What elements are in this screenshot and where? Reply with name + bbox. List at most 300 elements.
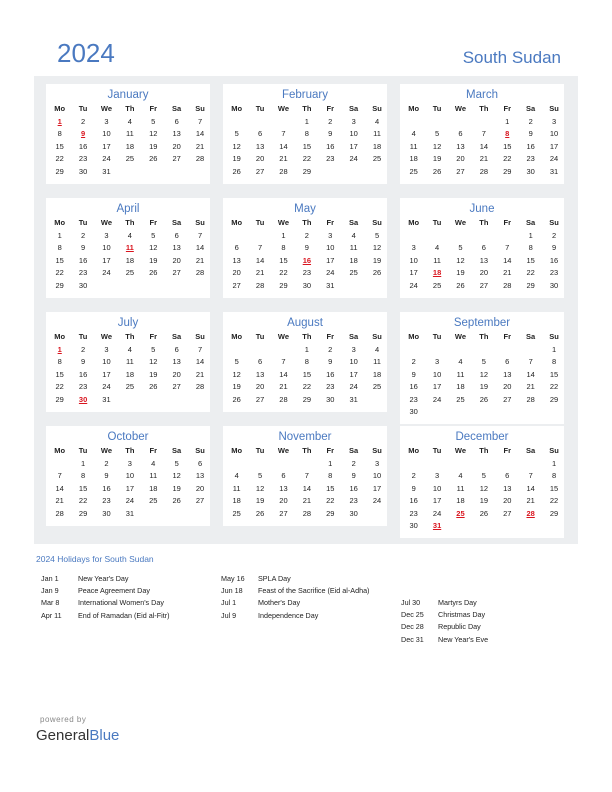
day-cell: 14 (55, 483, 64, 493)
day-cell: 6 (197, 458, 203, 468)
holiday-date: Jan 9 (41, 586, 59, 596)
day-cell: 22 (78, 496, 88, 505)
day-cell: 19 (149, 369, 158, 379)
day-cell: 8 (304, 129, 309, 138)
day-cell: 22 (549, 382, 559, 391)
weekday-label: Su (195, 446, 205, 455)
day-cell: 15 (55, 369, 64, 379)
day-cell: 26 (149, 154, 158, 163)
day-cell: 11 (373, 357, 381, 366)
day-cell: 25 (432, 280, 442, 290)
day-cell: 7 (505, 243, 510, 252)
day-cell: 16 (78, 141, 88, 151)
day-cell: 20 (172, 369, 181, 379)
day-cell: 1 (328, 458, 333, 468)
day-cell: 26 (172, 496, 181, 505)
holiday-column (41, 573, 169, 622)
holiday-item (41, 597, 169, 609)
holiday-item (401, 597, 488, 609)
day-cell: 27 (503, 508, 512, 518)
weekday-label: Mo (408, 446, 420, 455)
day-cell: 16 (326, 369, 335, 379)
day-cell: 22 (302, 382, 312, 391)
day-cell: 29 (526, 280, 535, 290)
empty-cell (402, 116, 425, 129)
day-cell: 3 (127, 458, 132, 468)
day-cell: 4 (374, 116, 380, 126)
weekday-label: Mo (54, 446, 66, 455)
day-cell: 1 (304, 116, 309, 126)
day-cell: 5 (151, 230, 156, 240)
holiday-date: Jul 30 (401, 598, 421, 607)
day-cell: 27 (279, 508, 288, 518)
day-cell: 1 (57, 230, 62, 240)
powered-by-text: powered by (40, 715, 87, 724)
day-cell: 30 (409, 407, 418, 416)
day-cell: 27 (232, 280, 241, 290)
day-cell: 4 (458, 357, 463, 366)
empty-cell (272, 116, 295, 129)
day-cell: 21 (279, 154, 288, 163)
day-cell: 31 (326, 280, 335, 290)
day-cell: 8 (528, 243, 533, 252)
day-cell: 3 (411, 243, 416, 252)
day-cell: 30 (409, 521, 418, 530)
day-cell: 28 (279, 166, 288, 176)
day-cell: 31 (102, 394, 111, 404)
day-cell: 25 (372, 154, 382, 163)
day-cell: 31 (102, 166, 111, 176)
day-cell: 15 (549, 483, 559, 493)
weekday-label: We (277, 104, 290, 113)
day-cell: 23 (326, 154, 335, 163)
weekday-label: Th (125, 332, 135, 341)
day-cell: 27 (195, 496, 205, 505)
day-cell: 15 (526, 255, 535, 265)
day-cell: 5 (435, 129, 440, 138)
day-cell: 4 (127, 230, 132, 240)
weekday-label: We (277, 446, 290, 455)
day-cell: 23 (409, 508, 418, 518)
day-cell: 28 (503, 280, 512, 290)
weekday-label: We (100, 218, 113, 227)
day-cell: 19 (479, 382, 489, 391)
holiday-item (41, 573, 169, 585)
day-cell: 29 (503, 166, 512, 176)
day-cell: 26 (456, 280, 465, 290)
day-cell: 1 (528, 230, 533, 240)
day-cell: 16 (78, 369, 88, 379)
day-cell: 25 (456, 394, 465, 404)
day-cell: 25 (125, 154, 135, 163)
day-cell: 20 (232, 268, 241, 277)
day-cell: 15 (503, 141, 512, 151)
empty-cell (272, 344, 295, 357)
day-cell: 6 (258, 129, 263, 138)
weekday-label: We (454, 446, 467, 455)
weekday-label: Sa (526, 332, 536, 341)
day-cell: 25 (372, 382, 382, 391)
month-august (223, 312, 387, 412)
weekday-label: Sa (172, 446, 182, 455)
day-cell: 24 (409, 280, 418, 290)
holiday-day-cell: 8 (505, 129, 510, 138)
weekday-label: Th (302, 218, 312, 227)
day-cell: 3 (435, 471, 440, 480)
day-cell: 10 (432, 483, 442, 493)
weekday-label: Fr (503, 218, 511, 227)
day-cell: 31 (125, 508, 135, 518)
weekday-label: Mo (231, 332, 243, 341)
day-cell: 2 (304, 230, 309, 240)
holiday-name: End of Ramadan (Eid al-Fitr) (78, 610, 170, 620)
day-cell: 28 (195, 154, 205, 163)
day-cell: 17 (372, 483, 382, 493)
day-cell: 4 (127, 344, 132, 354)
day-cell: 24 (102, 382, 111, 391)
day-cell: 13 (456, 141, 465, 151)
day-cell: 15 (78, 483, 88, 493)
day-cell: 28 (195, 268, 205, 277)
day-cell: 6 (174, 344, 179, 354)
day-cell: 3 (374, 458, 380, 468)
day-cell: 30 (302, 280, 312, 290)
day-cell: 18 (409, 154, 418, 163)
holiday-item (221, 573, 369, 585)
month-name: February (281, 89, 329, 101)
day-cell: 15 (302, 141, 312, 151)
day-cell: 7 (197, 230, 203, 240)
weekday-label: Fr (149, 104, 157, 113)
day-cell: 9 (81, 243, 86, 252)
holiday-name: Republic Day (438, 622, 481, 632)
holiday-name: New Year's Eve (438, 634, 489, 644)
day-cell: 4 (351, 230, 356, 240)
day-cell: 11 (373, 129, 381, 138)
day-cell: 8 (57, 357, 62, 366)
day-cell: 27 (503, 394, 512, 404)
day-cell: 10 (125, 471, 135, 480)
day-cell: 30 (78, 280, 88, 290)
day-cell: 29 (55, 394, 64, 404)
day-cell: 4 (151, 458, 156, 468)
day-cell: 4 (127, 116, 132, 126)
empty-cell (472, 458, 495, 471)
weekday-label: Tu (255, 104, 265, 113)
day-cell: 21 (195, 141, 205, 151)
day-cell: 18 (125, 255, 135, 265)
day-cell: 23 (326, 382, 335, 391)
day-cell: 19 (232, 154, 241, 163)
weekday-label: Su (195, 332, 205, 341)
weekday-label: Mo (54, 332, 66, 341)
weekday-label: Tu (78, 446, 88, 455)
day-cell: 22 (279, 268, 288, 277)
day-cell: 1 (551, 458, 557, 468)
day-cell: 14 (279, 369, 288, 379)
day-cell: 2 (328, 116, 333, 126)
month-may (223, 198, 387, 298)
weekday-label: Fr (503, 332, 511, 341)
day-cell: 2 (81, 116, 86, 126)
day-cell: 12 (479, 483, 489, 493)
day-cell: 7 (281, 357, 286, 366)
weekday-label: Sa (172, 332, 182, 341)
weekday-label: Fr (149, 332, 157, 341)
holiday-date: Jun 18 (221, 586, 243, 596)
day-cell: 1 (304, 344, 309, 354)
day-cell: 3 (104, 230, 109, 240)
day-cell: 22 (526, 268, 535, 277)
day-cell: 23 (78, 382, 88, 391)
holiday-name: Peace Agreement Day (78, 586, 150, 596)
day-cell: 1 (81, 458, 86, 468)
month-april (46, 198, 210, 298)
weekday-label: Fr (326, 218, 334, 227)
day-cell: 30 (326, 394, 335, 404)
day-cell: 13 (172, 243, 181, 252)
day-cell: 8 (304, 357, 309, 366)
day-cell: 29 (55, 166, 64, 176)
day-cell: 3 (435, 357, 440, 366)
day-cell: 19 (232, 382, 241, 391)
month-days-grid (402, 217, 564, 292)
day-cell: 19 (372, 255, 382, 265)
day-cell: 3 (551, 116, 557, 126)
holiday-name: Christmas Day (438, 610, 486, 620)
day-cell: 11 (433, 255, 441, 265)
holiday-date: Mar 8 (41, 598, 60, 608)
weekday-label: Sa (526, 104, 536, 113)
day-cell: 14 (526, 369, 535, 379)
day-cell: 5 (258, 471, 263, 480)
day-cell: 21 (526, 496, 535, 505)
day-cell: 29 (55, 280, 64, 290)
day-cell: 5 (374, 230, 380, 240)
weekday-label: Mo (231, 104, 243, 113)
weekday-label: We (277, 218, 290, 227)
day-cell: 11 (349, 243, 358, 252)
day-cell: 4 (458, 471, 463, 480)
empty-cell (449, 458, 472, 471)
day-cell: 9 (528, 129, 533, 138)
empty-cell (248, 230, 271, 243)
day-cell: 17 (349, 141, 358, 151)
holiday-date: Dec 25 (401, 610, 424, 620)
day-cell: 29 (326, 508, 335, 518)
day-cell: 29 (279, 280, 288, 290)
empty-cell (225, 344, 248, 357)
day-cell: 25 (149, 496, 158, 505)
empty-cell (248, 344, 271, 357)
day-cell: 18 (125, 141, 135, 151)
day-cell: 14 (195, 129, 205, 138)
day-cell: 19 (479, 496, 489, 505)
day-cell: 2 (81, 230, 86, 240)
weekday-label: Th (479, 104, 489, 113)
holiday-day-cell: 16 (302, 255, 312, 265)
holiday-day-cell: 31 (432, 521, 442, 530)
day-cell: 21 (195, 255, 205, 265)
month-days-grid (225, 103, 387, 178)
weekday-label: Th (302, 332, 312, 341)
holiday-name: Mother's Day (258, 598, 301, 608)
day-cell: 11 (149, 471, 158, 480)
day-cell: 29 (549, 394, 559, 404)
holiday-item (221, 610, 369, 622)
day-cell: 6 (505, 357, 510, 366)
day-cell: 10 (372, 471, 382, 480)
holiday-day-cell: 25 (456, 508, 465, 518)
day-cell: 6 (458, 129, 463, 138)
day-cell: 25 (409, 166, 418, 176)
day-cell: 10 (349, 129, 358, 138)
holiday-item (401, 634, 488, 646)
day-cell: 18 (456, 496, 465, 505)
day-cell: 28 (55, 508, 64, 518)
brand-logo[interactable] (36, 727, 119, 744)
day-cell: 28 (526, 394, 535, 404)
month-days-grid (402, 103, 564, 178)
weekday-label: Mo (231, 446, 243, 455)
month-february (223, 84, 387, 184)
day-cell: 2 (411, 357, 416, 366)
weekday-label: Sa (349, 218, 359, 227)
day-cell: 25 (125, 382, 135, 391)
weekday-label: Su (549, 104, 559, 113)
country-title: South Sudan (462, 48, 561, 67)
day-cell: 23 (78, 268, 88, 277)
weekday-label: Su (372, 446, 382, 455)
weekday-label: Su (372, 104, 382, 113)
weekday-label: We (454, 104, 467, 113)
holiday-column (401, 597, 488, 646)
empty-cell (496, 344, 519, 357)
day-cell: 21 (503, 268, 512, 277)
month-name: August (287, 317, 323, 329)
weekday-label: Sa (172, 218, 182, 227)
month-days-grid (225, 445, 387, 520)
day-cell: 6 (481, 243, 486, 252)
day-cell: 12 (149, 243, 158, 252)
day-cell: 5 (151, 344, 156, 354)
holiday-item (41, 610, 169, 622)
weekday-label: We (100, 104, 113, 113)
day-cell: 10 (409, 255, 418, 265)
weekday-label: Mo (408, 332, 420, 341)
day-cell: 3 (351, 116, 356, 126)
day-cell: 17 (432, 382, 442, 391)
month-name: April (116, 203, 140, 215)
empty-cell (402, 344, 425, 357)
day-cell: 24 (349, 382, 358, 391)
empty-cell (425, 458, 448, 471)
empty-cell (225, 116, 248, 129)
day-cell: 20 (279, 496, 288, 505)
day-cell: 20 (503, 496, 512, 505)
day-cell: 24 (549, 154, 559, 163)
day-cell: 7 (304, 471, 309, 480)
day-cell: 23 (349, 496, 358, 505)
empty-cell (48, 458, 71, 471)
empty-cell (472, 116, 495, 129)
weekday-label: Tu (255, 332, 265, 341)
day-cell: 25 (232, 508, 241, 518)
weekday-label: Sa (526, 218, 536, 227)
day-cell: 21 (279, 382, 288, 391)
weekday-label: Tu (432, 104, 442, 113)
day-cell: 10 (102, 129, 111, 138)
day-cell: 8 (57, 129, 62, 138)
day-cell: 4 (374, 344, 380, 354)
day-cell: 15 (55, 141, 64, 151)
day-cell: 16 (102, 483, 111, 493)
day-cell: 12 (232, 369, 241, 379)
day-cell: 20 (255, 154, 265, 163)
year-title: 2024 (57, 38, 115, 68)
weekday-label: Sa (349, 332, 359, 341)
day-cell: 11 (456, 483, 465, 493)
weekday-label: We (277, 332, 290, 341)
holiday-item (221, 585, 369, 597)
holiday-date: May 16 (221, 574, 245, 583)
day-cell: 12 (255, 483, 265, 493)
weekday-label: Mo (408, 104, 420, 113)
month-june (400, 198, 564, 298)
empty-cell (496, 458, 519, 471)
day-cell: 19 (149, 141, 158, 151)
day-cell: 5 (151, 116, 156, 126)
month-days-grid (48, 217, 210, 292)
day-cell: 18 (149, 483, 158, 493)
day-cell: 23 (78, 154, 88, 163)
day-cell: 20 (195, 483, 205, 493)
day-cell: 3 (351, 344, 356, 354)
day-cell: 20 (503, 382, 512, 391)
day-cell: 26 (255, 508, 265, 518)
month-september (400, 312, 564, 424)
day-cell: 26 (479, 508, 489, 518)
day-cell: 24 (349, 154, 358, 163)
weekday-label: Tu (78, 332, 88, 341)
day-cell: 9 (411, 369, 416, 379)
holiday-name: Feast of the Sacrifice (Eid al-Adha) (258, 586, 370, 596)
day-cell: 20 (456, 154, 465, 163)
day-cell: 23 (409, 394, 418, 404)
weekday-label: Mo (231, 218, 243, 227)
day-cell: 2 (551, 230, 557, 240)
day-cell: 2 (411, 471, 416, 480)
holiday-date: Jan 1 (41, 574, 59, 583)
day-cell: 18 (372, 141, 382, 151)
holiday-date: Jul 1 (221, 598, 237, 608)
day-cell: 24 (102, 154, 111, 163)
month-days-grid (402, 445, 564, 533)
empty-cell (225, 230, 248, 243)
empty-cell (248, 116, 271, 129)
month-name: March (466, 89, 498, 101)
day-cell: 31 (349, 394, 358, 404)
day-cell: 9 (328, 129, 333, 138)
weekday-label: Th (125, 218, 135, 227)
day-cell: 24 (102, 268, 111, 277)
day-cell: 24 (432, 394, 442, 404)
weekday-label: We (454, 332, 467, 341)
empty-cell (449, 344, 472, 357)
day-cell: 11 (125, 129, 134, 138)
day-cell: 22 (55, 268, 64, 277)
day-cell: 16 (549, 255, 559, 265)
